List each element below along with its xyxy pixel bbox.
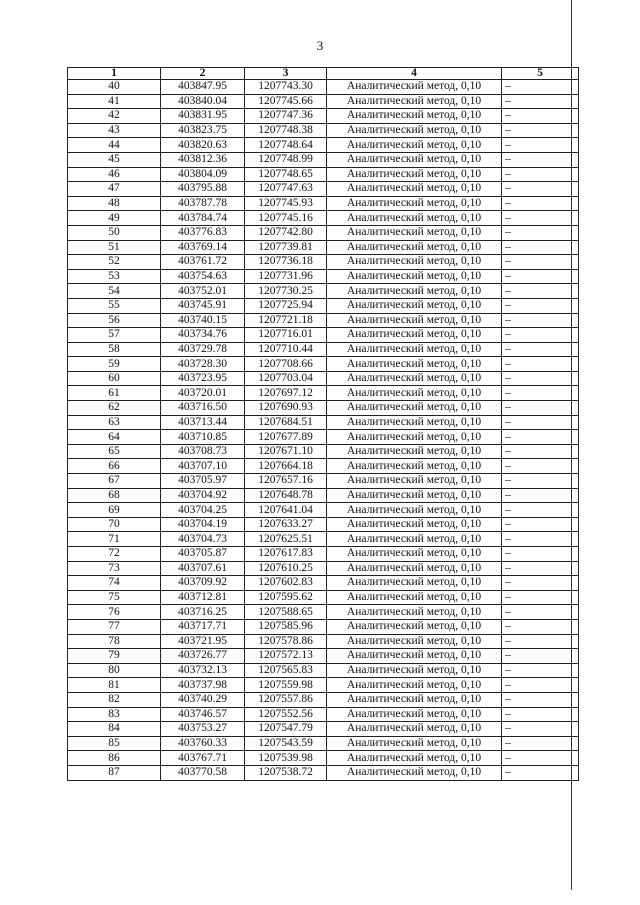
x-coordinate-cell: 403720.01 [161, 386, 245, 401]
y-coordinate-cell: 1207745.93 [245, 196, 327, 211]
note-cell: – [502, 371, 579, 386]
note-cell: – [502, 415, 579, 430]
point-number-cell: 86 [68, 751, 161, 766]
note-cell: – [502, 123, 579, 138]
method-cell: Аналитический метод, 0,10 [327, 284, 502, 299]
table-row [68, 663, 579, 678]
method-cell: Аналитический метод, 0,10 [327, 459, 502, 474]
y-coordinate-cell: 1207565.83 [245, 663, 327, 678]
y-coordinate-cell: 1207747.63 [245, 182, 327, 197]
x-coordinate-cell: 403812.36 [161, 152, 245, 167]
coordinates-table [67, 67, 579, 781]
point-number-cell: 87 [68, 765, 161, 780]
table-row [68, 634, 579, 649]
table-row [68, 255, 579, 270]
point-number-cell: 43 [68, 123, 161, 138]
point-number-cell: 55 [68, 298, 161, 313]
note-cell: – [502, 576, 579, 591]
note-cell: – [502, 692, 579, 707]
note-cell: – [502, 328, 579, 343]
x-coordinate-cell: 403710.85 [161, 430, 245, 445]
method-cell: Аналитический метод, 0,10 [327, 269, 502, 284]
note-cell: – [502, 459, 579, 474]
x-coordinate-cell: 403713.44 [161, 415, 245, 430]
method-cell: Аналитический метод, 0,10 [327, 707, 502, 722]
note-cell: – [502, 225, 579, 240]
table-row [68, 94, 579, 109]
point-number-cell: 69 [68, 503, 161, 518]
table-row [68, 401, 579, 416]
note-cell: – [502, 313, 579, 328]
method-cell: Аналитический метод, 0,10 [327, 532, 502, 547]
table-row [68, 415, 579, 430]
table-row [68, 284, 579, 299]
point-number-cell: 59 [68, 357, 161, 372]
x-coordinate-cell: 403734.76 [161, 328, 245, 343]
note-cell: – [502, 298, 579, 313]
table-row [68, 722, 579, 737]
point-number-cell: 82 [68, 692, 161, 707]
point-number-cell: 79 [68, 649, 161, 664]
x-coordinate-cell: 403784.74 [161, 211, 245, 226]
method-cell: Аналитический метод, 0,10 [327, 488, 502, 503]
method-cell: Аналитический метод, 0,10 [327, 722, 502, 737]
table-row [68, 444, 579, 459]
note-cell: – [502, 357, 579, 372]
point-number-cell: 50 [68, 225, 161, 240]
y-coordinate-cell: 1207743.30 [245, 80, 327, 95]
x-coordinate-cell: 403740.15 [161, 313, 245, 328]
table-row [68, 123, 579, 138]
table-row [68, 459, 579, 474]
method-cell: Аналитический метод, 0,10 [327, 357, 502, 372]
method-cell: Аналитический метод, 0,10 [327, 561, 502, 576]
method-cell: Аналитический метод, 0,10 [327, 342, 502, 357]
method-cell: Аналитический метод, 0,10 [327, 751, 502, 766]
point-number-cell: 46 [68, 167, 161, 182]
note-cell: – [502, 152, 579, 167]
point-number-cell: 83 [68, 707, 161, 722]
header-col-4: 4 [327, 68, 502, 80]
point-number-cell: 47 [68, 182, 161, 197]
table-row [68, 371, 579, 386]
y-coordinate-cell: 1207633.27 [245, 517, 327, 532]
note-cell: – [502, 722, 579, 737]
method-cell: Аналитический метод, 0,10 [327, 182, 502, 197]
method-cell: Аналитический метод, 0,10 [327, 313, 502, 328]
x-coordinate-cell: 403729.78 [161, 342, 245, 357]
y-coordinate-cell: 1207539.98 [245, 751, 327, 766]
x-coordinate-cell: 403795.88 [161, 182, 245, 197]
method-cell: Аналитический метод, 0,10 [327, 736, 502, 751]
point-number-cell: 53 [68, 269, 161, 284]
y-coordinate-cell: 1207721.18 [245, 313, 327, 328]
method-cell: Аналитический метод, 0,10 [327, 503, 502, 518]
y-coordinate-cell: 1207657.16 [245, 474, 327, 489]
point-number-cell: 64 [68, 430, 161, 445]
method-cell: Аналитический метод, 0,10 [327, 328, 502, 343]
table-row [68, 138, 579, 153]
note-cell: – [502, 474, 579, 489]
y-coordinate-cell: 1207697.12 [245, 386, 327, 401]
y-coordinate-cell: 1207677.89 [245, 430, 327, 445]
y-coordinate-cell: 1207739.81 [245, 240, 327, 255]
point-number-cell: 61 [68, 386, 161, 401]
method-cell: Аналитический метод, 0,10 [327, 649, 502, 664]
y-coordinate-cell: 1207578.86 [245, 634, 327, 649]
x-coordinate-cell: 403787.78 [161, 196, 245, 211]
note-cell: – [502, 138, 579, 153]
point-number-cell: 70 [68, 517, 161, 532]
table-row [68, 167, 579, 182]
table-row [68, 751, 579, 766]
table-row [68, 590, 579, 605]
point-number-cell: 67 [68, 474, 161, 489]
note-cell: – [502, 488, 579, 503]
method-cell: Аналитический метод, 0,10 [327, 634, 502, 649]
x-coordinate-cell: 403728.30 [161, 357, 245, 372]
table-row [68, 152, 579, 167]
method-cell: Аналитический метод, 0,10 [327, 240, 502, 255]
y-coordinate-cell: 1207664.18 [245, 459, 327, 474]
page-number: 3 [316, 38, 324, 53]
table-row [68, 328, 579, 343]
point-number-cell: 44 [68, 138, 161, 153]
note-cell: – [502, 182, 579, 197]
y-coordinate-cell: 1207543.59 [245, 736, 327, 751]
x-coordinate-cell: 403745.91 [161, 298, 245, 313]
x-coordinate-cell: 403753.27 [161, 722, 245, 737]
table-header [68, 68, 579, 80]
y-coordinate-cell: 1207538.72 [245, 765, 327, 780]
x-coordinate-cell: 403705.87 [161, 547, 245, 562]
x-coordinate-cell: 403754.63 [161, 269, 245, 284]
note-cell: – [502, 109, 579, 124]
method-cell: Аналитический метод, 0,10 [327, 576, 502, 591]
x-coordinate-cell: 403726.77 [161, 649, 245, 664]
x-coordinate-cell: 403704.73 [161, 532, 245, 547]
x-coordinate-cell: 403740.29 [161, 692, 245, 707]
table-row [68, 517, 579, 532]
table-row [68, 430, 579, 445]
method-cell: Аналитический метод, 0,10 [327, 152, 502, 167]
x-coordinate-cell: 403716.25 [161, 605, 245, 620]
method-cell: Аналитический метод, 0,10 [327, 255, 502, 270]
y-coordinate-cell: 1207731.96 [245, 269, 327, 284]
method-cell: Аналитический метод, 0,10 [327, 517, 502, 532]
table-row [68, 357, 579, 372]
note-cell: – [502, 605, 579, 620]
method-cell: Аналитический метод, 0,10 [327, 474, 502, 489]
header-col-1: 1 [68, 68, 161, 80]
table-row [68, 225, 579, 240]
note-cell: – [502, 196, 579, 211]
x-coordinate-cell: 403737.98 [161, 678, 245, 693]
y-coordinate-cell: 1207745.66 [245, 94, 327, 109]
note-cell: – [502, 663, 579, 678]
point-number-cell: 60 [68, 371, 161, 386]
table-row [68, 488, 579, 503]
point-number-cell: 57 [68, 328, 161, 343]
x-coordinate-cell: 403761.72 [161, 255, 245, 270]
point-number-cell: 66 [68, 459, 161, 474]
point-number-cell: 68 [68, 488, 161, 503]
note-cell: – [502, 765, 579, 780]
point-number-cell: 84 [68, 722, 161, 737]
y-coordinate-cell: 1207648.78 [245, 488, 327, 503]
point-number-cell: 65 [68, 444, 161, 459]
y-coordinate-cell: 1207748.99 [245, 152, 327, 167]
method-cell: Аналитический метод, 0,10 [327, 692, 502, 707]
point-number-cell: 51 [68, 240, 161, 255]
note-cell: – [502, 284, 579, 299]
point-number-cell: 62 [68, 401, 161, 416]
table-row [68, 182, 579, 197]
x-coordinate-cell: 403767.71 [161, 751, 245, 766]
method-cell: Аналитический метод, 0,10 [327, 371, 502, 386]
point-number-cell: 54 [68, 284, 161, 299]
table-row [68, 649, 579, 664]
y-coordinate-cell: 1207625.51 [245, 532, 327, 547]
point-number-cell: 56 [68, 313, 161, 328]
table-row [68, 313, 579, 328]
x-coordinate-cell: 403717.71 [161, 619, 245, 634]
x-coordinate-cell: 403760.33 [161, 736, 245, 751]
point-number-cell: 49 [68, 211, 161, 226]
method-cell: Аналитический метод, 0,10 [327, 298, 502, 313]
x-coordinate-cell: 403723.95 [161, 371, 245, 386]
header-row [68, 68, 579, 80]
point-number-cell: 41 [68, 94, 161, 109]
table-row [68, 605, 579, 620]
table-row [68, 386, 579, 401]
method-cell: Аналитический метод, 0,10 [327, 765, 502, 780]
method-cell: Аналитический метод, 0,10 [327, 109, 502, 124]
y-coordinate-cell: 1207552.56 [245, 707, 327, 722]
method-cell: Аналитический метод, 0,10 [327, 678, 502, 693]
y-coordinate-cell: 1207588.65 [245, 605, 327, 620]
x-coordinate-cell: 403704.92 [161, 488, 245, 503]
table-row [68, 109, 579, 124]
note-cell: – [502, 590, 579, 605]
y-coordinate-cell: 1207610.25 [245, 561, 327, 576]
table-row [68, 547, 579, 562]
method-cell: Аналитический метод, 0,10 [327, 547, 502, 562]
note-cell: – [502, 167, 579, 182]
table-row [68, 269, 579, 284]
note-cell: – [502, 269, 579, 284]
table-row [68, 532, 579, 547]
x-coordinate-cell: 403707.10 [161, 459, 245, 474]
y-coordinate-cell: 1207748.38 [245, 123, 327, 138]
x-coordinate-cell: 403708.73 [161, 444, 245, 459]
table-row [68, 211, 579, 226]
point-number-cell: 77 [68, 619, 161, 634]
y-coordinate-cell: 1207716.01 [245, 328, 327, 343]
method-cell: Аналитический метод, 0,10 [327, 167, 502, 182]
x-coordinate-cell: 403776.83 [161, 225, 245, 240]
point-number-cell: 42 [68, 109, 161, 124]
method-cell: Аналитический метод, 0,10 [327, 80, 502, 95]
table-row [68, 298, 579, 313]
point-number-cell: 58 [68, 342, 161, 357]
point-number-cell: 81 [68, 678, 161, 693]
table-row [68, 240, 579, 255]
y-coordinate-cell: 1207708.66 [245, 357, 327, 372]
method-cell: Аналитический метод, 0,10 [327, 444, 502, 459]
point-number-cell: 52 [68, 255, 161, 270]
y-coordinate-cell: 1207703.04 [245, 371, 327, 386]
x-coordinate-cell: 403732.13 [161, 663, 245, 678]
y-coordinate-cell: 1207730.25 [245, 284, 327, 299]
table-row [68, 678, 579, 693]
x-coordinate-cell: 403831.95 [161, 109, 245, 124]
note-cell: – [502, 401, 579, 416]
x-coordinate-cell: 403752.01 [161, 284, 245, 299]
y-coordinate-cell: 1207641.04 [245, 503, 327, 518]
note-cell: – [502, 211, 579, 226]
table-row [68, 576, 579, 591]
method-cell: Аналитический метод, 0,10 [327, 430, 502, 445]
point-number-cell: 78 [68, 634, 161, 649]
table-row [68, 342, 579, 357]
y-coordinate-cell: 1207671.10 [245, 444, 327, 459]
point-number-cell: 74 [68, 576, 161, 591]
note-cell: – [502, 80, 579, 95]
header-col-3: 3 [245, 68, 327, 80]
x-coordinate-cell: 403716.50 [161, 401, 245, 416]
x-coordinate-cell: 403820.63 [161, 138, 245, 153]
y-coordinate-cell: 1207725.94 [245, 298, 327, 313]
x-coordinate-cell: 403804.09 [161, 167, 245, 182]
method-cell: Аналитический метод, 0,10 [327, 401, 502, 416]
note-cell: – [502, 517, 579, 532]
note-cell: – [502, 342, 579, 357]
method-cell: Аналитический метод, 0,10 [327, 211, 502, 226]
table-row [68, 765, 579, 780]
x-coordinate-cell: 403705.97 [161, 474, 245, 489]
note-cell: – [502, 386, 579, 401]
note-cell: – [502, 430, 579, 445]
x-coordinate-cell: 403770.58 [161, 765, 245, 780]
method-cell: Аналитический метод, 0,10 [327, 415, 502, 430]
y-coordinate-cell: 1207557.86 [245, 692, 327, 707]
x-coordinate-cell: 403704.19 [161, 517, 245, 532]
point-number-cell: 63 [68, 415, 161, 430]
y-coordinate-cell: 1207748.64 [245, 138, 327, 153]
y-coordinate-cell: 1207747.36 [245, 109, 327, 124]
point-number-cell: 45 [68, 152, 161, 167]
note-cell: – [502, 240, 579, 255]
note-cell: – [502, 547, 579, 562]
point-number-cell: 76 [68, 605, 161, 620]
y-coordinate-cell: 1207602.83 [245, 576, 327, 591]
table-row [68, 692, 579, 707]
note-cell: – [502, 503, 579, 518]
x-coordinate-cell: 403746.57 [161, 707, 245, 722]
point-number-cell: 72 [68, 547, 161, 562]
y-coordinate-cell: 1207684.51 [245, 415, 327, 430]
header-col-2: 2 [161, 68, 245, 80]
table-row [68, 503, 579, 518]
y-coordinate-cell: 1207710.44 [245, 342, 327, 357]
note-cell: – [502, 532, 579, 547]
note-cell: – [502, 619, 579, 634]
table-row [68, 474, 579, 489]
y-coordinate-cell: 1207585.96 [245, 619, 327, 634]
header-col-5: 5 [502, 68, 579, 80]
table-row [68, 707, 579, 722]
y-coordinate-cell: 1207742.80 [245, 225, 327, 240]
y-coordinate-cell: 1207690.93 [245, 401, 327, 416]
point-number-cell: 73 [68, 561, 161, 576]
table-body [68, 80, 579, 781]
note-cell: – [502, 707, 579, 722]
method-cell: Аналитический метод, 0,10 [327, 605, 502, 620]
note-cell: – [502, 94, 579, 109]
x-coordinate-cell: 403847.95 [161, 80, 245, 95]
point-number-cell: 80 [68, 663, 161, 678]
method-cell: Аналитический метод, 0,10 [327, 590, 502, 605]
table-row [68, 561, 579, 576]
y-coordinate-cell: 1207547.79 [245, 722, 327, 737]
note-cell: – [502, 634, 579, 649]
method-cell: Аналитический метод, 0,10 [327, 225, 502, 240]
method-cell: Аналитический метод, 0,10 [327, 123, 502, 138]
x-coordinate-cell: 403721.95 [161, 634, 245, 649]
point-number-cell: 75 [68, 590, 161, 605]
y-coordinate-cell: 1207572.13 [245, 649, 327, 664]
y-coordinate-cell: 1207745.16 [245, 211, 327, 226]
method-cell: Аналитический метод, 0,10 [327, 94, 502, 109]
table-row [68, 196, 579, 211]
note-cell: – [502, 736, 579, 751]
x-coordinate-cell: 403769.14 [161, 240, 245, 255]
method-cell: Аналитический метод, 0,10 [327, 196, 502, 211]
y-coordinate-cell: 1207617.83 [245, 547, 327, 562]
note-cell: – [502, 678, 579, 693]
table-row [68, 619, 579, 634]
note-cell: – [502, 751, 579, 766]
point-number-cell: 71 [68, 532, 161, 547]
point-number-cell: 85 [68, 736, 161, 751]
x-coordinate-cell: 403712.81 [161, 590, 245, 605]
method-cell: Аналитический метод, 0,10 [327, 619, 502, 634]
y-coordinate-cell: 1207736.18 [245, 255, 327, 270]
method-cell: Аналитический метод, 0,10 [327, 386, 502, 401]
method-cell: Аналитический метод, 0,10 [327, 138, 502, 153]
y-coordinate-cell: 1207595.62 [245, 590, 327, 605]
x-coordinate-cell: 403707.61 [161, 561, 245, 576]
x-coordinate-cell: 403704.25 [161, 503, 245, 518]
note-cell: – [502, 649, 579, 664]
table-row [68, 736, 579, 751]
table-row [68, 80, 579, 95]
y-coordinate-cell: 1207559.98 [245, 678, 327, 693]
x-coordinate-cell: 403709.92 [161, 576, 245, 591]
x-coordinate-cell: 403840.04 [161, 94, 245, 109]
note-cell: – [502, 561, 579, 576]
note-cell: – [502, 255, 579, 270]
x-coordinate-cell: 403823.75 [161, 123, 245, 138]
point-number-cell: 48 [68, 196, 161, 211]
y-coordinate-cell: 1207748.65 [245, 167, 327, 182]
point-number-cell: 40 [68, 80, 161, 95]
method-cell: Аналитический метод, 0,10 [327, 663, 502, 678]
note-cell: – [502, 444, 579, 459]
